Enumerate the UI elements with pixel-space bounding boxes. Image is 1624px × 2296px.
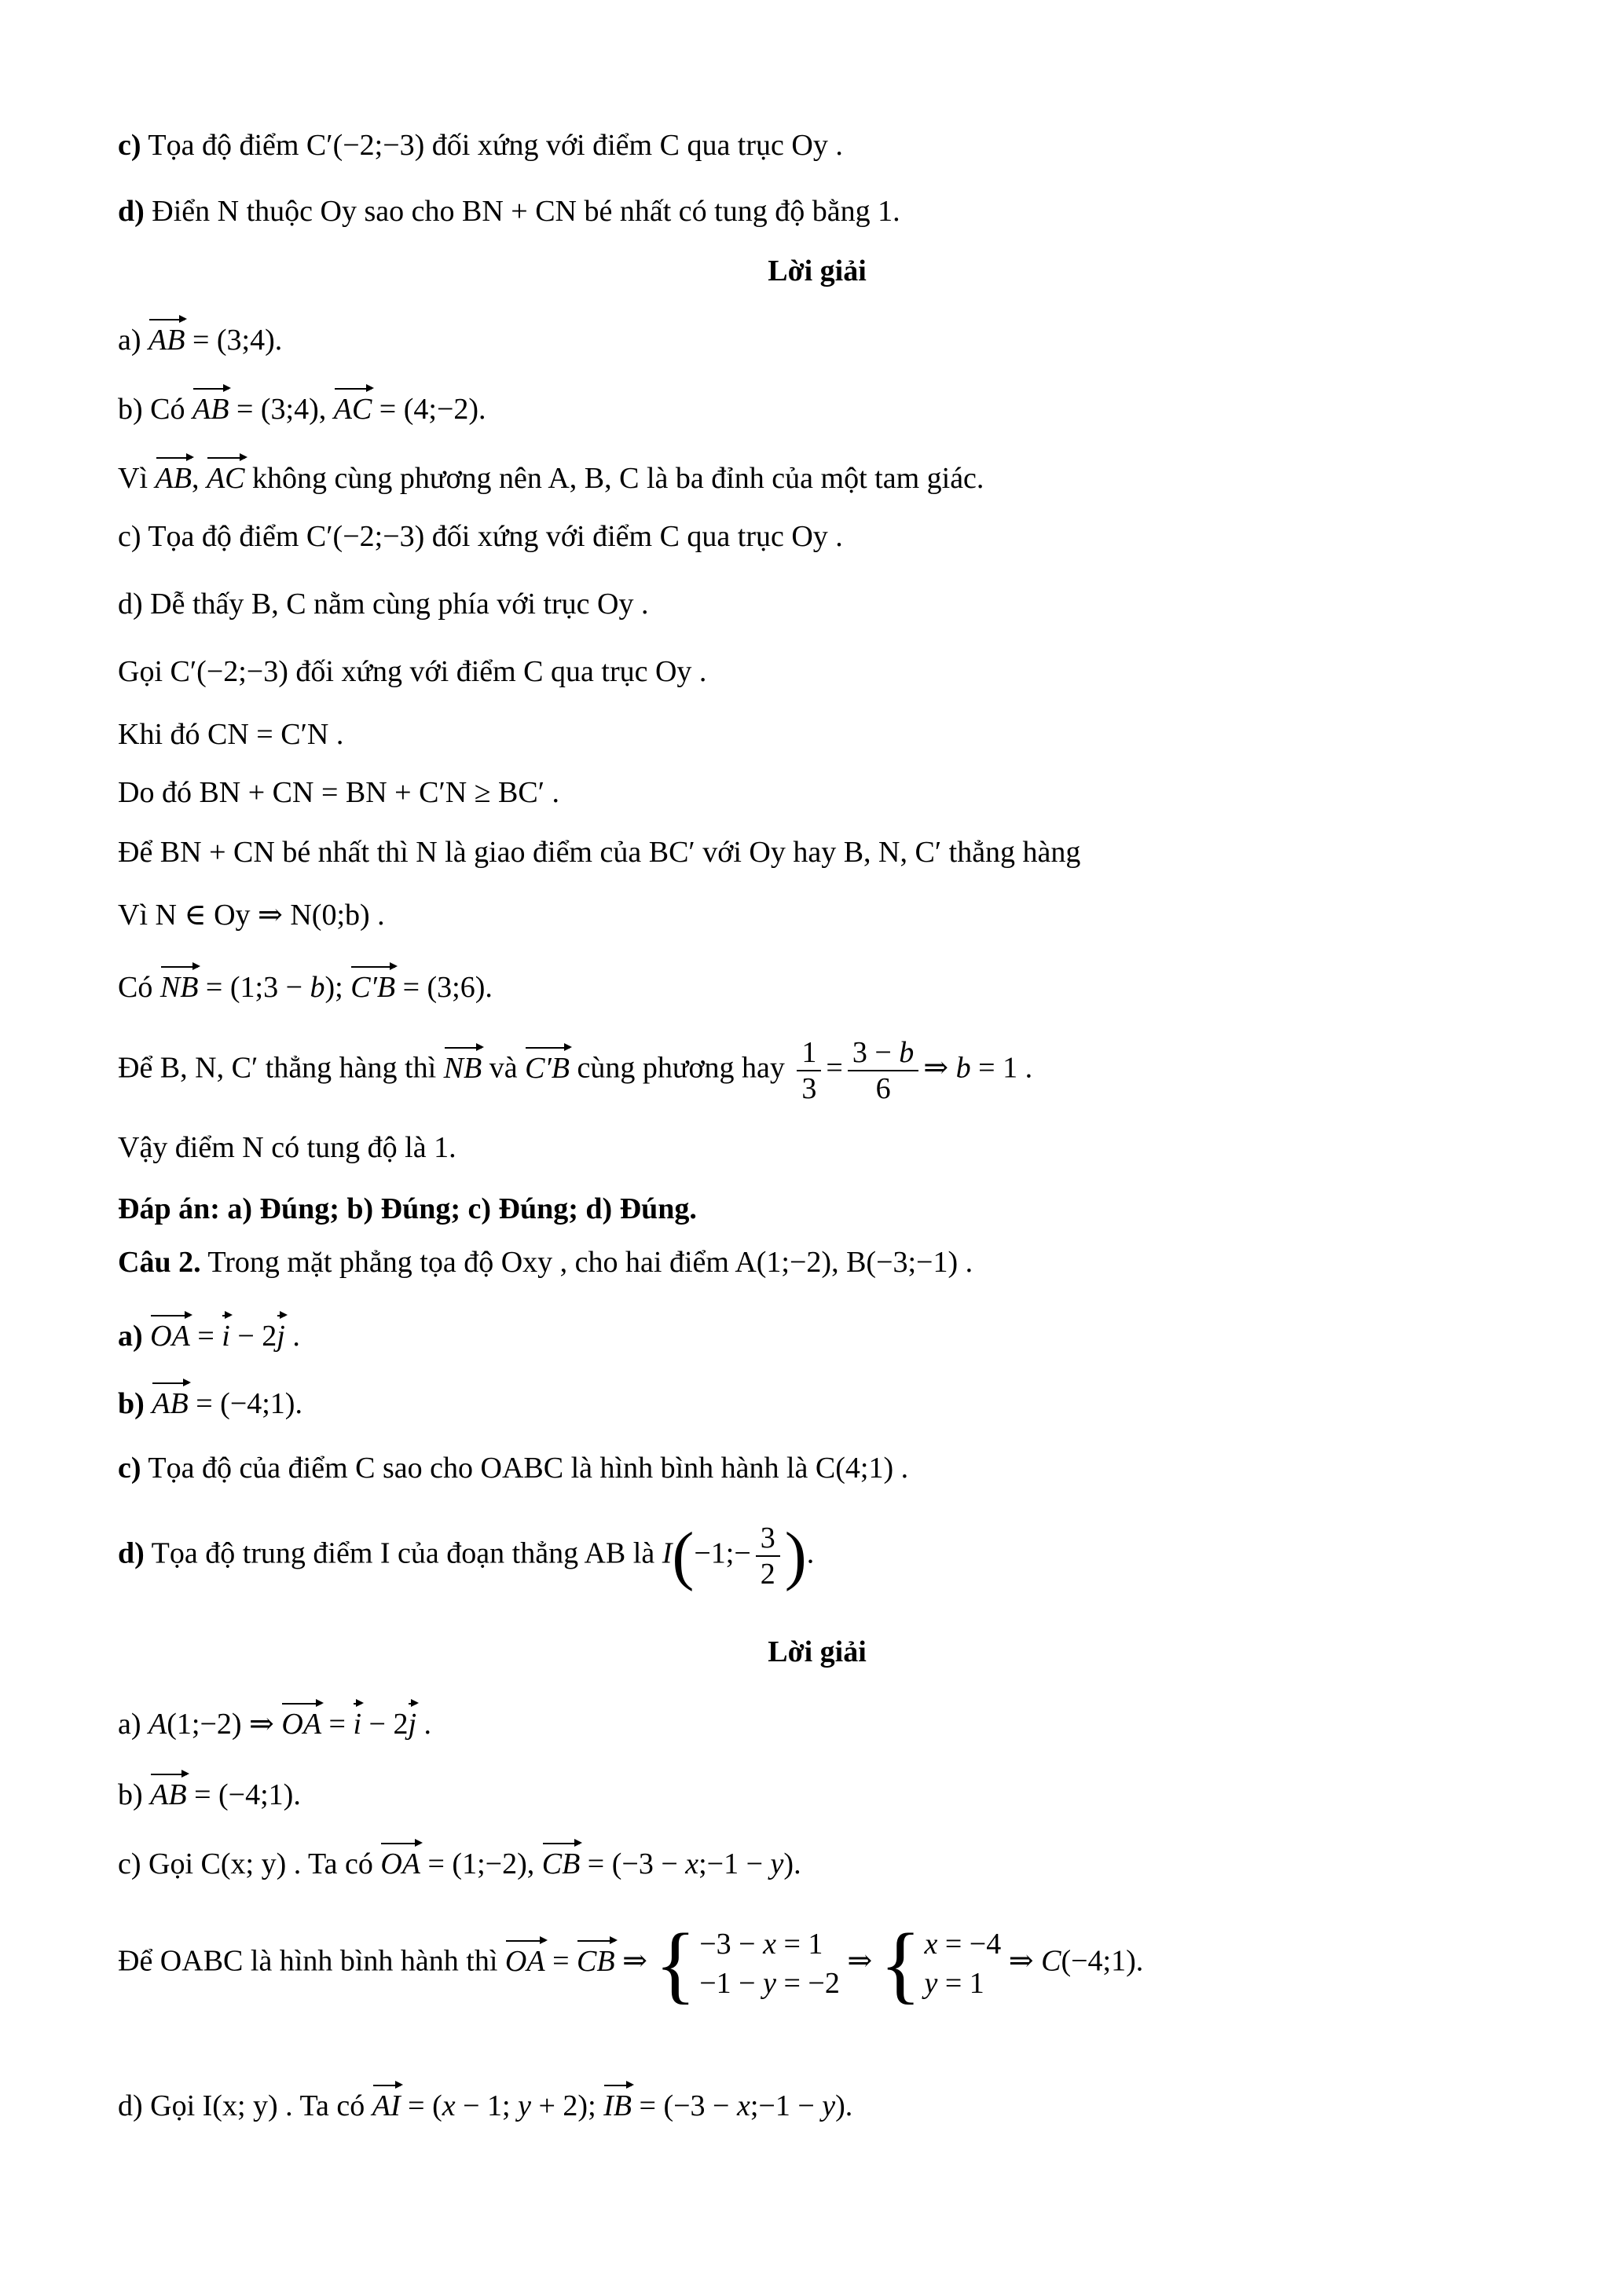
sol1-d5: Để BN + CN bé nhất thì N là giao điểm của BC′ với Oy hay B, N, C′ thẳng hàng (118, 836, 1081, 869)
sol2-c1: c) Gọi C(x; y) . Ta có OA = (1;−2), CB = (−3 − x;−1 − y). (118, 1840, 801, 1882)
solution-heading-1: Lời giải (768, 255, 867, 287)
sol2-c2: Để OABC là hình bình hành thì OA = CB ⇒ { −3 − x = 1 −1 − y = −2 ⇒ { x = −4 y = 1 ⇒ C(−4;1). (118, 1916, 1144, 2012)
sol1-d3: Khi đó CN = C′N . (118, 718, 344, 751)
solution-heading-2: Lời giải (768, 1635, 867, 1668)
q2-item-d: d) Tọa độ trung điểm I của đoạn thẳng AB là I(−1;− $\frac{3}{2}$ ). (118, 1519, 815, 1592)
q2-item-c: c) Tọa độ của điểm C sao cho OABC là hình bình hành là C(4;1) . (118, 1452, 909, 1485)
sol1-d1: d) Dễ thấy B, C nằm cùng phía với trục Oy . (118, 588, 649, 621)
q1-item-c: c) Tọa độ điểm C′(−2;−3) đối xứng với điểm C qua trục Oy . (118, 129, 843, 162)
sol1-d9: Vậy điểm N có tung độ là 1. (118, 1131, 456, 1164)
sol1-c: c) Tọa độ điểm C′(−2;−3) đối xứng với điểm C qua trục Oy . (118, 520, 843, 553)
sol1-d7: Có NB = (1;3 − b); C′B = (3;6). (118, 963, 493, 1005)
sol1-a: a) AB = (3;4). (118, 316, 282, 358)
sol2-a: a) A(1;−2) ⇒ OA = i − 2j . (118, 1700, 431, 1742)
sol1-d2: Gọi C′(−2;−3) đối xứng với điểm C qua trục Oy . (118, 655, 707, 688)
q1-item-d: d) Điển N thuộc Oy sao cho BN + CN bé nhất có tung độ bằng 1. (118, 195, 900, 228)
q2-item-b: b) AB = (−4;1). (118, 1379, 302, 1422)
sol2-b: b) AB = (−4;1). (118, 1771, 301, 1813)
q2-item-a: a) OA = i − 2j . (118, 1312, 300, 1354)
q2-stem: Câu 2. Trong mặt phẳng tọa độ Oxy , cho hai điểm A(1;−2), B(−3;−1) . (118, 1246, 973, 1279)
sol1-b: b) Có AB = (3;4), AC = (4;−2). (118, 385, 486, 427)
sol1-d4: Do đó BN + CN = BN + C′N ≥ BC′ . (118, 776, 560, 809)
sol1-b-note: Vì AB, AC không cùng phương nên A, B, C là ba đỉnh của một tam giác. (118, 454, 984, 496)
sol2-d1: d) Gọi I(x; y) . Ta có AI = (x − 1; y + 2); IB = (−3 − x;−1 − y). (118, 2082, 852, 2124)
sol1-answer: Đáp án: a) Đúng; b) Đúng; c) Đúng; d) Đúng. (118, 1192, 697, 1225)
sol1-d6: Vì N ∈ Oy ⇒ N(0;b) . (118, 899, 385, 932)
sol1-d8: Để B, N, C′ thẳng hàng thì NB và C′B cùng phương hay $\frac{1}{3}$ = $\frac{3 - b}{6}$ ⇒ b = 1 . (118, 1036, 1033, 1105)
